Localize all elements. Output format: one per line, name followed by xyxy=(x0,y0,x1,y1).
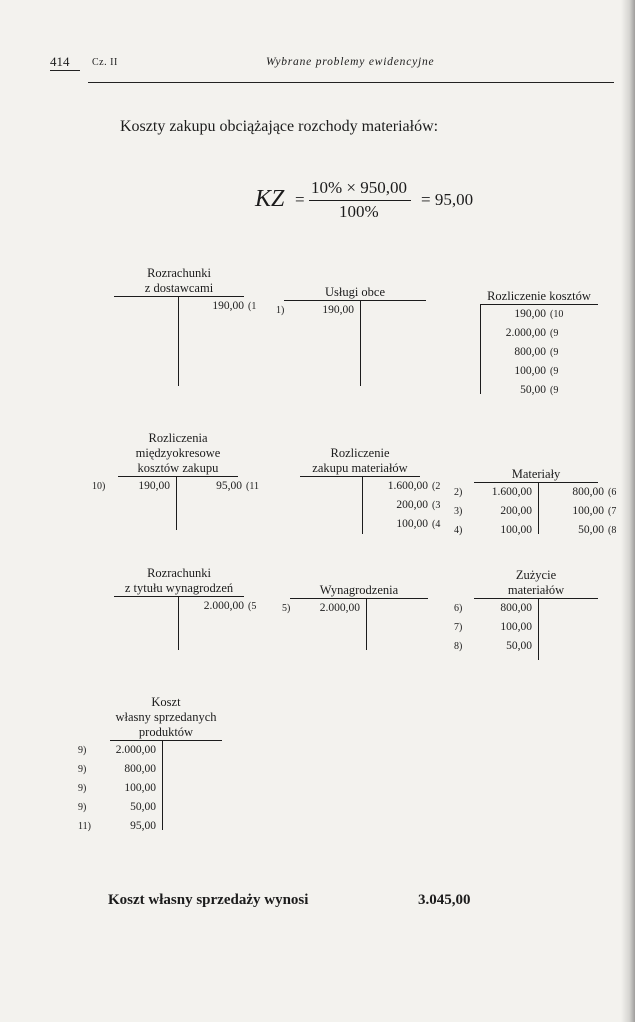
summary-label: Koszt własny sprzedaży wynosi xyxy=(108,892,309,908)
account-horizontal-rule xyxy=(474,482,598,483)
account-title-line: kosztów zakupu xyxy=(137,461,219,475)
credit-ref: (2 xyxy=(432,481,441,492)
credit-amount: 2.000,00 xyxy=(203,600,244,612)
formula xyxy=(255,178,505,226)
account-rozliczenie-kosztow xyxy=(480,290,598,394)
account-materialy xyxy=(454,467,617,536)
account-title-line: własny sprzedanych xyxy=(115,710,217,724)
account-title-line: międzyokresowe xyxy=(135,446,221,460)
credit-amount: 100,00 xyxy=(514,365,546,377)
debit-ref: 9) xyxy=(78,802,87,813)
account-vertical-rule xyxy=(538,598,539,660)
credit-amount: 190,00 xyxy=(514,308,546,320)
credit-amount: 50,00 xyxy=(520,384,546,396)
formula-lhs: KZ xyxy=(255,186,285,212)
debit-amount: 2.000,00 xyxy=(115,744,156,756)
debit-ref: 6) xyxy=(454,603,463,614)
account-vertical-rule xyxy=(362,476,363,534)
debit-ref: 3) xyxy=(454,506,463,517)
account-title-line: zakupu materiałów xyxy=(312,461,408,475)
account-vertical-rule xyxy=(176,476,177,530)
formula-result: = 95,00 xyxy=(421,190,474,209)
debit-ref: 1) xyxy=(276,305,285,316)
credit-amount: 100,00 xyxy=(396,518,428,530)
debit-amount: 100,00 xyxy=(500,524,532,536)
account-horizontal-rule xyxy=(114,296,244,297)
credit-ref: (9 xyxy=(550,366,559,377)
account-zuzycie-materialow xyxy=(454,566,598,660)
fraction-bar xyxy=(309,200,411,201)
account-horizontal-rule xyxy=(284,300,426,301)
credit-ref: (10 xyxy=(550,309,564,320)
credit-ref: (7 xyxy=(608,506,617,517)
credit-amount: 190,00 xyxy=(212,300,244,312)
credit-ref: (5 xyxy=(248,601,257,612)
credit-ref: (11 xyxy=(246,481,259,492)
account-title-line: Rozliczenie kosztów xyxy=(487,289,591,303)
account-uslugi-obce xyxy=(276,285,426,386)
account-title-line: Materiały xyxy=(511,467,561,481)
account-title-line: materiałów xyxy=(507,583,565,597)
debit-amount: 1.600,00 xyxy=(491,486,532,498)
page-number: 414 xyxy=(50,54,70,69)
debit-amount: 190,00 xyxy=(138,480,170,492)
credit-ref: (1 xyxy=(248,301,257,312)
formula-numerator: 10% × 950,00 xyxy=(311,178,407,197)
credit-ref: (9 xyxy=(550,385,559,396)
credit-amount: 800,00 xyxy=(514,346,546,358)
account-horizontal-rule xyxy=(290,598,428,599)
account-title-line: z tytułu wynagrodzeń xyxy=(124,581,234,595)
account-horizontal-rule xyxy=(110,740,222,741)
page-number-rule xyxy=(50,70,80,71)
debit-amount: 800,00 xyxy=(500,602,532,614)
credit-amount: 95,00 xyxy=(216,480,242,492)
debit-amount: 50,00 xyxy=(130,801,156,813)
debit-ref: 9) xyxy=(78,764,87,775)
account-title-line: Rozrachunki xyxy=(147,566,211,580)
intro-text: Koszty zakupu obciążające rozchody materiałów: xyxy=(120,118,439,135)
credit-amount: 800,00 xyxy=(572,486,604,498)
formula-denominator: 100% xyxy=(339,202,379,221)
account-vertical-rule xyxy=(178,596,179,650)
credit-ref: (8 xyxy=(608,525,617,536)
account-title-line: Rozliczenia xyxy=(148,431,208,445)
account-title-line: Koszt xyxy=(151,695,181,709)
credit-ref: (3 xyxy=(432,500,441,511)
account-wynagrodzenia xyxy=(282,583,428,650)
account-horizontal-rule xyxy=(480,304,598,305)
debit-ref: 2) xyxy=(454,487,463,498)
account-title-line: produktów xyxy=(138,725,194,739)
credit-ref: (4 xyxy=(432,519,441,530)
debit-amount: 100,00 xyxy=(124,782,156,794)
debit-amount: 200,00 xyxy=(500,505,532,517)
account-title-line: Rozliczenie xyxy=(330,446,390,460)
debit-amount: 95,00 xyxy=(130,820,156,832)
account-rozrachunki-z-tytulu-wynagrodzen xyxy=(114,564,257,650)
account-title-line: Wynagrodzenia xyxy=(319,583,399,597)
page-edge-shadow xyxy=(621,0,635,1022)
account-vertical-rule xyxy=(538,482,539,534)
credit-amount: 50,00 xyxy=(578,524,604,536)
debit-ref: 9) xyxy=(78,745,87,756)
account-vertical-rule xyxy=(178,296,179,386)
credit-amount: 100,00 xyxy=(572,505,604,517)
account-title-line: z dostawcami xyxy=(144,281,214,295)
debit-ref: 5) xyxy=(282,603,291,614)
account-vertical-rule xyxy=(366,598,367,650)
header-rule xyxy=(88,82,614,83)
account-rozliczenie-zakupu-materialow xyxy=(300,446,441,534)
debit-amount: 100,00 xyxy=(500,621,532,633)
debit-amount: 190,00 xyxy=(322,304,354,316)
credit-ref: (9 xyxy=(550,347,559,358)
debit-amount: 50,00 xyxy=(506,640,532,652)
account-rozrachunki-z-dostawcami xyxy=(114,266,257,386)
debit-ref: 11) xyxy=(78,821,91,832)
account-vertical-rule xyxy=(360,300,361,386)
credit-ref: (9 xyxy=(550,328,559,339)
debit-ref: 8) xyxy=(454,641,463,652)
debit-ref: 4) xyxy=(454,525,463,536)
credit-ref: (6 xyxy=(608,487,617,498)
summary-value: 3.045,00 xyxy=(418,892,471,908)
debit-ref: 7) xyxy=(454,622,463,633)
debit-amount: 2.000,00 xyxy=(319,602,360,614)
running-title: Wybrane problemy ewidencyjne xyxy=(266,56,435,68)
credit-amount: 1.600,00 xyxy=(387,480,428,492)
account-horizontal-rule xyxy=(114,596,244,597)
account-vertical-rule xyxy=(162,740,163,830)
credit-amount: 200,00 xyxy=(396,499,428,511)
account-title-line: Zużycie xyxy=(515,568,557,582)
account-horizontal-rule xyxy=(118,476,238,477)
account-rozliczenia-miedzyokresowe xyxy=(92,424,259,530)
account-koszt-wlasny-sprzedanych-produktow xyxy=(78,688,222,832)
account-vertical-rule xyxy=(480,304,481,394)
debit-ref: 9) xyxy=(78,783,87,794)
debit-amount: 800,00 xyxy=(124,763,156,775)
account-horizontal-rule xyxy=(474,598,598,599)
credit-amount: 2.000,00 xyxy=(505,327,546,339)
formula-equals: = xyxy=(295,190,305,209)
debit-ref: 10) xyxy=(92,481,106,492)
account-horizontal-rule xyxy=(300,476,420,477)
account-title-line: Usługi obce xyxy=(324,285,386,299)
account-title-line: Rozrachunki xyxy=(147,266,211,280)
chapter-label: Cz. II xyxy=(92,57,118,68)
